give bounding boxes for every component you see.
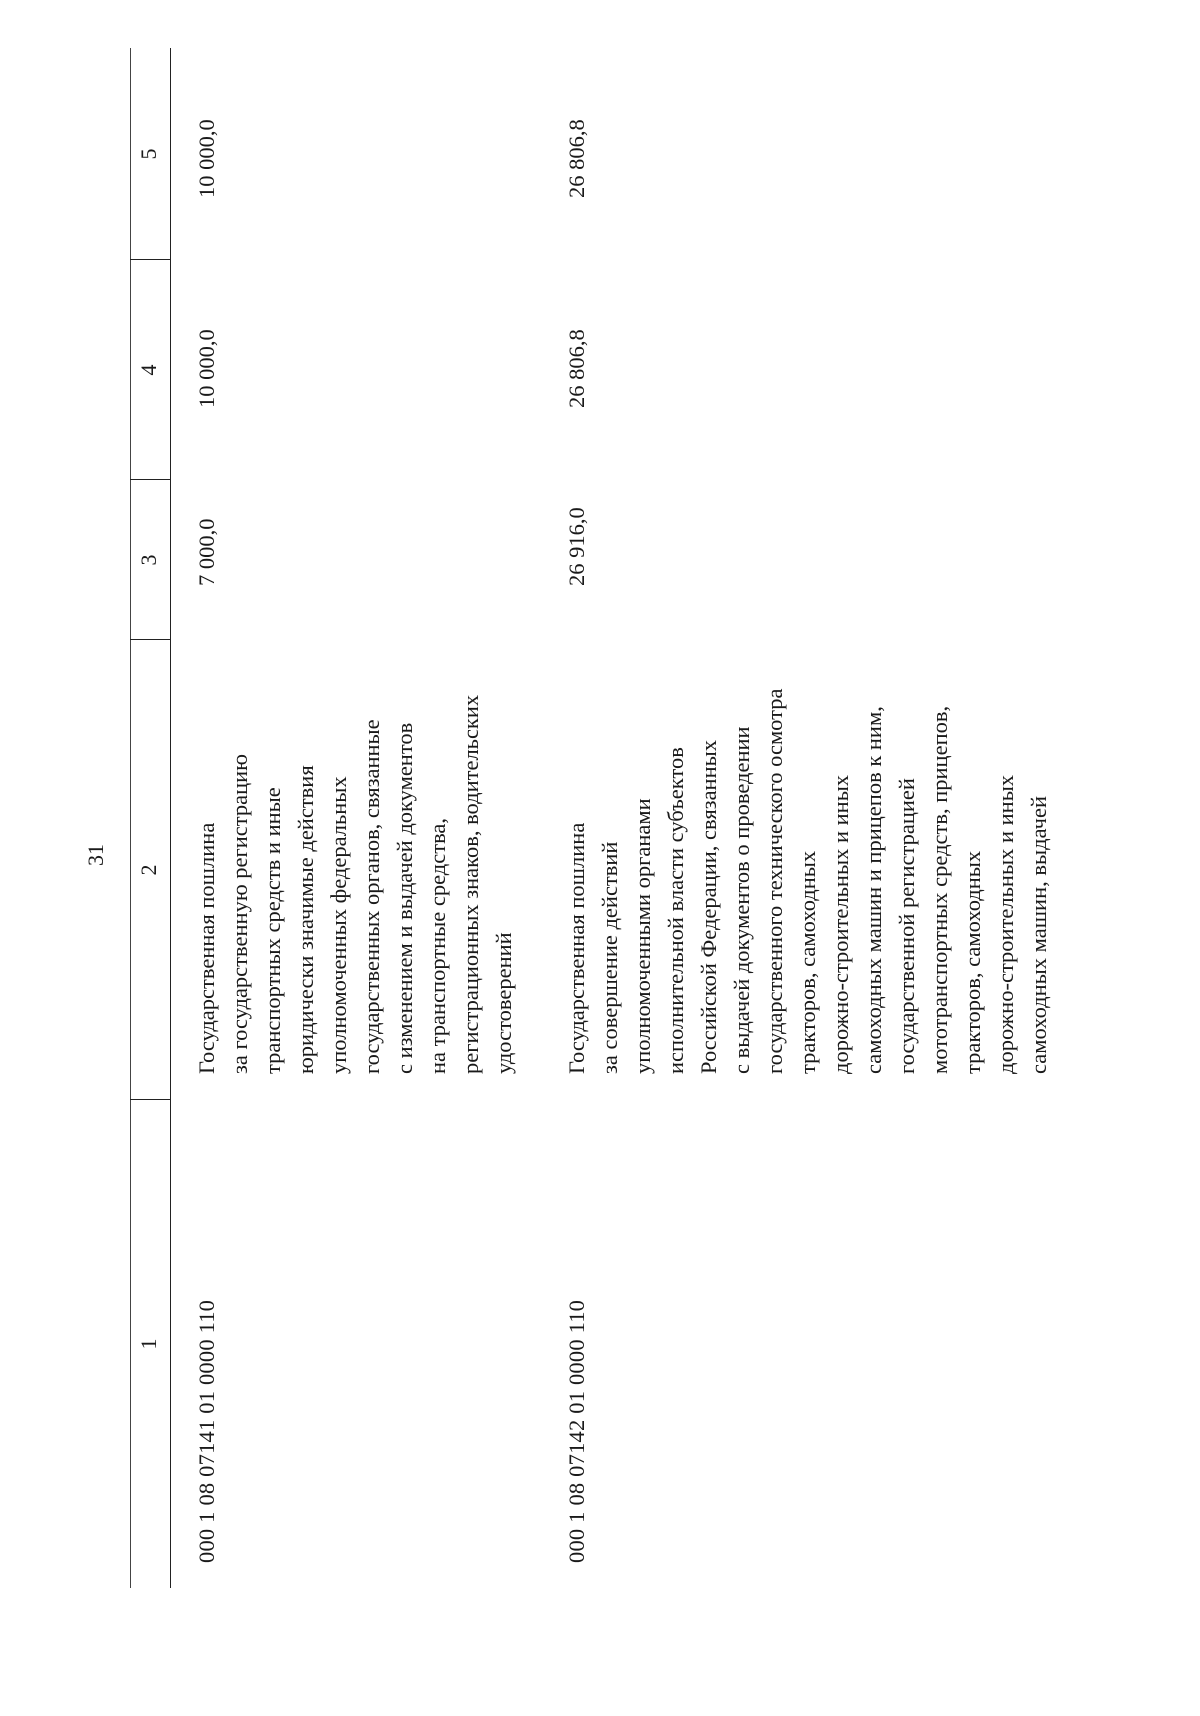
header-col-5: 5 xyxy=(136,148,161,160)
description-line: тракторов, самоходных xyxy=(960,850,985,1074)
header-col-2: 2 xyxy=(136,864,161,876)
description-line: удостоверений xyxy=(491,932,516,1074)
description-line: дорожно-строительных и иных xyxy=(993,774,1018,1074)
description-line: самоходных машин, выдачей xyxy=(1026,796,1051,1074)
header-bottom-border xyxy=(170,48,171,1588)
description-line: с изменением и выдачей документов xyxy=(392,722,417,1074)
budget-code: 000 1 08 07142 01 0000 110 xyxy=(564,1299,589,1563)
header-col-3: 3 xyxy=(136,554,161,566)
description-line: государственных органов, связанные xyxy=(359,719,384,1074)
budget-code: 000 1 08 07141 01 0000 110 xyxy=(194,1299,219,1563)
description-line: тракторов, самоходных xyxy=(795,850,820,1074)
page-number-text: 31 xyxy=(83,844,108,866)
value-col-5: 10 000,0 xyxy=(194,119,219,198)
description-line: Государственная пошлина xyxy=(564,822,589,1074)
table-header-row xyxy=(128,48,170,1588)
value-col-4: 26 806,8 xyxy=(564,329,589,408)
description-line: на транспортные средства, xyxy=(425,817,450,1074)
description-line: уполномоченных федеральных xyxy=(326,776,351,1074)
description-line: регистрационных знаков, водительских xyxy=(458,694,483,1074)
description-line: юридически значимые действия xyxy=(293,765,318,1074)
description-line: за государственную регистрацию xyxy=(227,754,252,1074)
description-line: мототранспортных средств, прицепов, xyxy=(927,705,952,1074)
value-col-3: 7 000,0 xyxy=(194,518,219,586)
value-col-5: 26 806,8 xyxy=(564,119,589,198)
description-line: Российской Федерации, связанных xyxy=(696,739,721,1074)
description-line: государственной регистрацией xyxy=(894,778,919,1074)
description-line: самоходных машин и прицепов к ним, xyxy=(861,706,886,1074)
header-col-4: 4 xyxy=(136,364,161,376)
value-col-3: 26 916,0 xyxy=(564,507,589,586)
description-line: Государственная пошлина xyxy=(194,822,219,1074)
description-line: с выдачей документов о проведении xyxy=(729,726,754,1074)
description-line: транспортных средств и иные xyxy=(260,787,285,1074)
description-line: за совершение действий xyxy=(597,841,622,1074)
description-line: государственного технического осмотра xyxy=(762,688,787,1074)
description-line: дорожно-строительных и иных xyxy=(828,774,853,1074)
row-description xyxy=(560,689,1055,1074)
description-line: уполномоченными органами xyxy=(630,798,655,1074)
row-description xyxy=(190,695,520,1074)
header-top-border xyxy=(130,48,131,1588)
value-col-4: 10 000,0 xyxy=(194,329,219,408)
header-col-1: 1 xyxy=(136,1338,161,1350)
revenue-table xyxy=(128,48,1051,1588)
description-line: исполнительной власти субъектов xyxy=(663,747,688,1074)
